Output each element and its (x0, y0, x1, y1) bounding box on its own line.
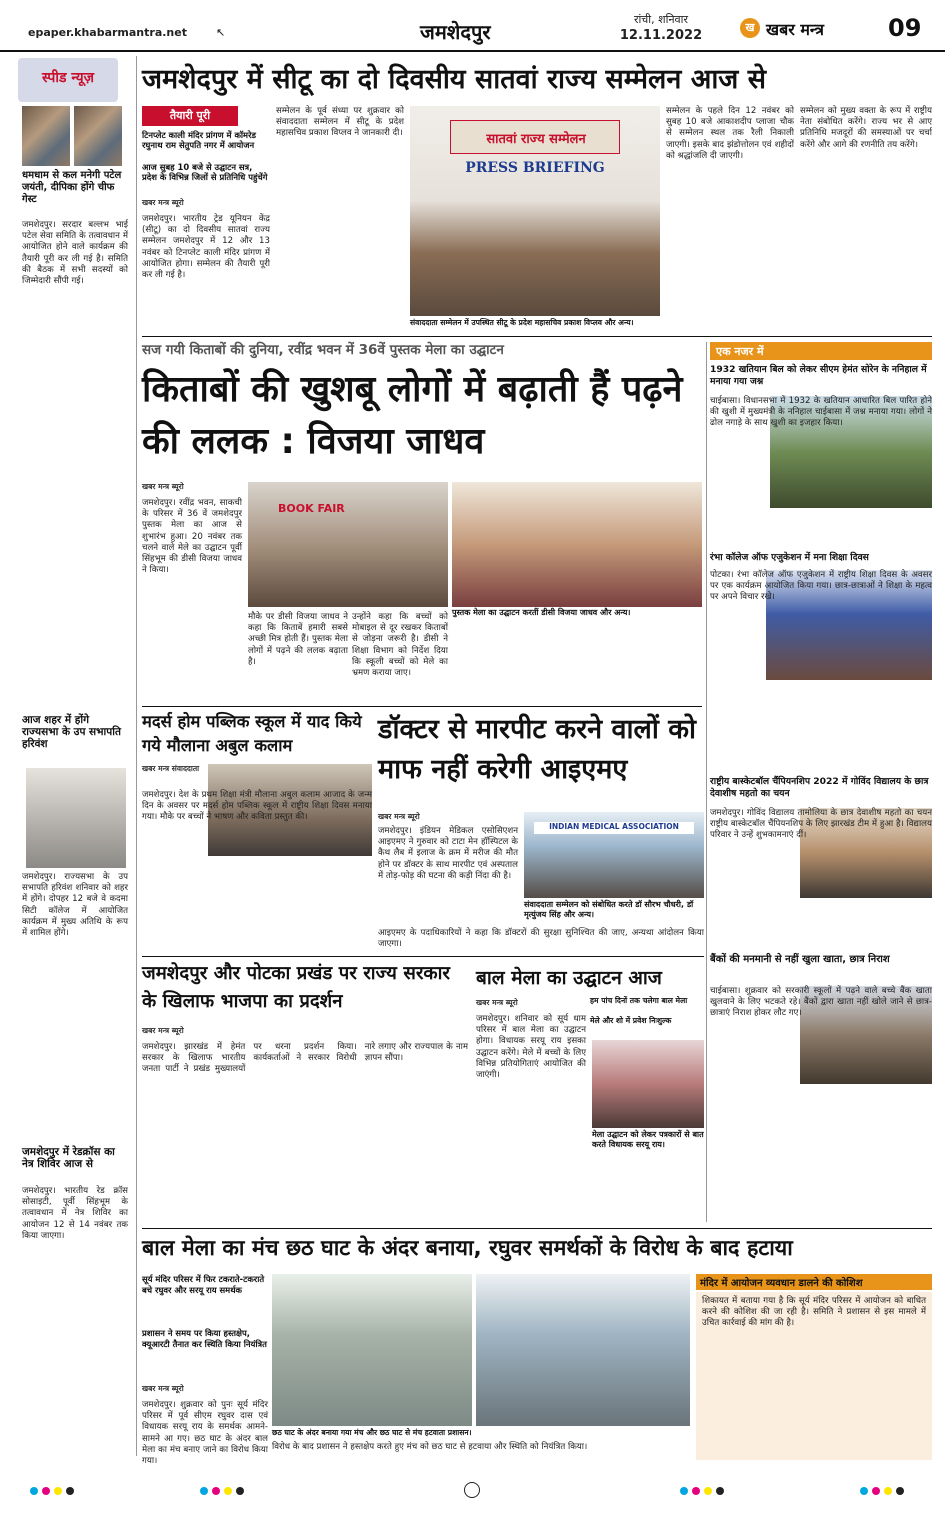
balmela-byline: खबर मन्त्र ब्यूरो (476, 998, 518, 1007)
chhath-body-2: विरोध के बाद प्रशासन ने हस्तक्षेप करते हुए मंच को छठ घाट से हटवाया और स्थिति को नियंत्रित किया। (272, 1442, 588, 1452)
lead-tag (142, 106, 238, 126)
sidebar-story2-body: जमशेदपुर। राज्यसभा के उप सभापति हरिवंश शनिवार को शहर में होंगे। दोपहर 12 बजे वे कदमा सिटी कॉलेज में आयोजित कार्यक्रम में मुख्य अतिथि के रूप में शामिल होंगे। (22, 872, 128, 939)
nazar-story1-title[interactable]: 1932 खतियान बिल को लेकर सीएम हेमंत सोरेन के ननिहाल में मनाया गया जश्न (710, 364, 927, 387)
reg-dot-6 (212, 1487, 220, 1495)
bookfair-body-2: मौके पर डीसी विजया जाधव ने कहा कि किताबें हमारी सबसे अच्छी मित्र होती हैं। पुस्तक मेला लोगों में पढ़ने की ललक बढ़ाता है। (248, 612, 348, 667)
chhath-photo-2 (476, 1274, 690, 1426)
sidebar-story2-title[interactable]: आज शहर में होंगे राज्यसभा के उप सभापति हरिवंश (22, 714, 121, 750)
doctor-bottom-rule (142, 956, 704, 957)
speed-news-logo (18, 58, 118, 102)
balmela-bullet-1: हम पांच दिनों तक चलेगा बाल मेला (590, 996, 688, 1005)
nazar-label-text: एक नजर में (716, 345, 764, 358)
reg-dot-16 (896, 1487, 904, 1495)
school-headline[interactable]: मदर्स होम पब्लिक स्कूल में याद किये गये मौलाना अबुल कलाम (142, 712, 362, 755)
brand-logo-icon: ख (740, 18, 760, 38)
chhath-body: जमशेदपुर। शुक्रवार को पुनः सूर्य मंदिर परिसर में पूर्व सीएम रघुवर दास एवं विधायक सरयू राय के समर्थक आमने-सामने आ गए। छठ घाट के अंदर बाल मेला का मंच बनाए जाने का विरोध किया गया। (142, 1400, 268, 1467)
bookfair-photo-2 (452, 482, 702, 607)
reg-dot-12 (716, 1487, 724, 1495)
balmela-photo-caption: मेला उद्घाटन को लेकर पत्रकारों से बात करते विधायक सरयू राय। (592, 1130, 704, 1149)
nazar-label (710, 342, 932, 360)
place-day: रांची, शनिवार (633, 13, 689, 26)
doctor-photo (524, 812, 704, 898)
lead-photo-banner (450, 120, 620, 154)
reg-dot-15 (884, 1487, 892, 1495)
sidebar-divider (136, 56, 137, 1456)
reg-dot-4 (66, 1487, 74, 1495)
sidebar-story1-body: जमशेदपुर। सरदार बल्लभ भाई पटेल सेवा समिति के तत्वावधान में आयोजित होने वाले कार्यक्रम की तैयारी पूरी कर ली गई है। समिति की बैठक में सभी सदस्यों को जिम्मेदारी सौंपी गई। (22, 220, 128, 287)
bookfair-body-3: उन्होंने कहा कि बच्चों को मोबाइल से दूर रखकर किताबों से जोड़ना जरूरी है। डीसी ने शिक्षा विभाग को निर्देश दिया कि स्कूली बच्चों को मेले का भ्रमण कराया जाए। (352, 612, 448, 679)
chhath-top-rule (142, 1228, 932, 1229)
reg-dot-2 (42, 1487, 50, 1495)
bookfair-byline: खबर मन्त्र ब्यूरो (142, 482, 184, 491)
bookfair-kicker: सज गयी किताबों की दुनिया, रवींद्र भवन में 36वें पुस्तक मेला का उद्घाटन (142, 342, 504, 358)
temple-headline[interactable]: मंदिर में आयोजन व्यवधान डालने की कोशिश (700, 1278, 863, 1289)
issue-date: 12.11.2022 (619, 28, 703, 43)
doctor-body-2: आइएमए के पदाधिकारियों ने कहा कि डॉक्टरों की सुरक्षा सुनिश्चित की जाए, अन्यथा आंदोलन किया जाएगा। (378, 928, 704, 950)
lead-tag-text: तैयारी पूरी (169, 109, 211, 122)
protest-body: जमशेदपुर। झारखंड में हेमंत सरकार के खिलाफ भारतीय जनता पार्टी ने प्रखंड मुख्यालयों पर धरना प्रदर्शन किया। कार्यकर्ताओं ने सरकार विरोधी नारे लगाए और राज्यपाल के नाम ज्ञापन सौंपा। (142, 1042, 468, 1075)
doctor-photo-caption: संवाददाता सम्मेलन को संबोधित करते डॉ सौरभ चौधरी, डॉ मृत्युंजय सिंह और अन्य। (524, 900, 694, 919)
nazar-story2-title[interactable]: रंभा कॉलेज ऑफ एजुकेशन में मना शिक्षा दिवस (710, 552, 869, 563)
bookfair-photo-1 (248, 482, 448, 607)
reg-dot-7 (224, 1487, 232, 1495)
bookfair-photo-caption: पुस्तक मेला का उद्घाटन करतीं डीसी विजया जाधव और अन्य। (452, 608, 631, 617)
balmela-headline[interactable]: बाल मेला का उद्घाटन आज (476, 967, 662, 989)
reg-dot-5 (200, 1487, 208, 1495)
reg-dot-9 (680, 1487, 688, 1495)
bookfair-photo-banner: BOOK FAIR (278, 502, 345, 515)
site-url[interactable]: epaper.khabarmantra.net (28, 26, 187, 39)
lead-photo-press-text: PRESS BRIEFING (465, 160, 605, 176)
chhath-bullet-2: प्रशासन ने समय पर किया हस्तक्षेप, क्यूआरटी तैनात कर स्थिति किया नियंत्रित (142, 1328, 267, 1349)
sidebar-story1-title[interactable]: धमधाम से कल मनेगी पटेल जयंती, दीपिका होंगे चीफ गेस्ट (22, 170, 122, 205)
balmela-bullet-2: मेले और शो में प्रवेश निःशुल्क (590, 1016, 672, 1025)
page-number: 09 (888, 14, 922, 42)
chhath-photo-1 (272, 1274, 472, 1426)
crosshair-icon (464, 1482, 480, 1498)
reg-dot-10 (692, 1487, 700, 1495)
lead-bullet-2: आज सुबह 10 बजे से उद्घाटन सत्र, प्रदेश के विभिन्न जिलों से प्रतिनिधि पहुंचेंगे (142, 162, 268, 182)
chhath-headline[interactable]: बाल मेला का मंच छठ घाट के अंदर बनाया, रघुवर समर्थकों के विरोध के बाद हटाया (142, 1236, 793, 1261)
reg-dot-14 (872, 1487, 880, 1495)
edition-name: जमशेदपुर (420, 20, 491, 44)
nazar-story3-title[interactable]: राष्ट्रीय बास्केटबॉल चैंपियनशिप 2022 में गोविंद विद्यालय के छात्र देवाशीष महतो का चयन (710, 776, 929, 799)
bookfair-headline[interactable]: किताबों की खुशबू लोगों में बढ़ाती हैं पढ़ने की ललक : विजया जाधव (142, 369, 683, 462)
reg-dot-11 (704, 1487, 712, 1495)
lead-photo-caption: संवाददाता सम्मेलन में उपस्थित सीटू के प्रदेश महासचिव प्रकाश विप्लव और अन्य। (410, 318, 634, 327)
sidebar-photo-2 (74, 106, 122, 166)
nazar-story2-body: पोटका। रंभा कॉलेज ऑफ एजुकेशन में राष्ट्रीय शिक्षा दिवस के अवसर पर एक कार्यक्रम आयोजित किया गया। छात्र-छात्राओं ने शिक्षा के महत्व पर अपने विचार रखे। (710, 570, 932, 603)
nazar-story4-title[interactable]: बैंकों की मनमानी से नहीं खुला खाता, छात्र निराश (710, 954, 890, 965)
doctor-headline[interactable]: डॉक्टर से मारपीट करने वालों को माफ नहीं करेगी आइएमए (378, 714, 696, 785)
sidebar (0, 54, 135, 1464)
bookfair-bottom-rule (142, 706, 702, 707)
chhath-photo-caption: छठ घाट के अंदर बनाया गया मंच और छठ घाट से मंच हटवाता प्रशासन। (272, 1428, 472, 1437)
doctor-photo-banner: INDIAN MEDICAL ASSOCIATION (534, 822, 694, 834)
lead-body-1: जमशेदपुर। भारतीय ट्रेड यूनियन केंद्र (सीटू) का दो दिवसीय सातवां राज्य सम्मेलन जमशेदपुर में 12 और 13 नवंबर को टिनप्लेट काली मंदिर प्रांगण में आयोजित होगा। सम्मेलन की तैयारी पूरी कर ली गई है। (142, 214, 270, 281)
right-column-divider (706, 342, 707, 1222)
footer-color-bar (0, 1476, 945, 1506)
protest-byline: खबर मन्त्र ब्यूरो (142, 1026, 184, 1035)
lead-bullet-1: टिनप्लेट काली मंदिर प्रांगण में कॉमरेड रघुनाथ राम सेतुपति नगर में आयोजन (142, 130, 256, 150)
lead-headline[interactable]: जमशेदपुर में सीटू का दो दिवसीय सातवां राज्य सम्मेलन आज से (142, 64, 766, 95)
masthead (0, 0, 945, 52)
doctor-body: जमशेदपुर। इंडियन मेडिकल एसोसिएशन आइएमए ने गुरुवार को टाटा मेन हॉस्पिटल के कैथ लैब में इलाज के क्रम में मरीज की मौत होने पर डॉक्टर के साथ मारपीट एवं अस्पताल में तोड़-फोड़ की घटना की कड़ी निंदा की है। (378, 826, 518, 881)
balmela-body: जमशेदपुर। शनिवार को सूर्य धाम परिसर में बाल मेला का उद्घाटन होगा। विधायक सरयू राय इसका उद्घाटन करेंगे। मेले में बच्चों के लिए विभिन्न प्रतियोगिताएं आयोजित की जाएंगी। (476, 1014, 586, 1081)
lead-body-3: सम्मेलन के पहले दिन 12 नवंबर को सुबह 10 बजे आकाशदीप प्लाजा चौक से सम्मेलन स्थल तक रैली निकाली जाएगी। इसके बाद झंडोत्तोलन एवं शहीदों को श्रद्धांजलि दी जाएगी। (666, 106, 794, 161)
sidebar-photo-1 (22, 106, 70, 166)
lead-byline: खबर मन्त्र ब्यूरो (142, 198, 184, 207)
sidebar-photo-harivansh (26, 768, 126, 868)
reg-dot-13 (860, 1487, 868, 1495)
school-byline: खबर मन्त्र संवाददाता (142, 764, 200, 773)
lead-body-4: सम्मेलन को मुख्य वक्ता के रूप में राष्ट्रीय नेता संबोधित करेंगे। राज्य भर से आए प्रतिनिधि मजदूरों की समस्याओं पर चर्चा करेंगे और आगे की रणनीति तय करेंगे। (800, 106, 932, 150)
temple-body: शिकायत में बताया गया है कि सूर्य मंदिर परिसर में आयोजन को बाधित करने की कोशिश की जा रही है। समिति ने प्रशासन से इस मामले में उचित कार्रवाई की मांग की है। (702, 1296, 926, 1329)
lead-body-2: सम्मेलन के पूर्व संध्या पर शुक्रवार को संवाददाता सम्मेलन में सीटू के प्रदेश महासचिव प्रकाश विप्लव ने जानकारी दी। (276, 106, 404, 139)
cursor-icon: ↖ (216, 26, 226, 39)
reg-dot-8 (236, 1487, 244, 1495)
lead-photo (410, 106, 660, 316)
balmela-photo (592, 1040, 704, 1128)
sidebar-story3-body: जमशेदपुर। भारतीय रेड क्रॉस सोसाइटी, पूर्वी सिंहभूम के तत्वावधान में नेत्र शिविर का आयोजन 12 से 14 नवंबर तक किया जाएगा। (22, 1186, 128, 1241)
nazar-story1-body: चाईबासा। विधानसभा में 1932 के खतियान आधारित बिल पारित होने की खुशी में मुख्यमंत्री के ननिहाल चाईबासा में जश्न मनाया गया। लोगों ने ढोल नगाड़े के साथ खुशी का इजहार किया। (710, 396, 932, 429)
reg-dot-3 (54, 1487, 62, 1495)
lead-photo-banner-text: सातवां राज्य सम्मेलन (486, 132, 586, 147)
sidebar-story3-title[interactable]: जमशेदपुर में रेडक्रॉस का नेत्र शिविर आज से (22, 1146, 115, 1170)
bookfair-body-1: जमशेदपुर। रवींद्र भवन, साकची के परिसर में 36 वें जमशेदपुर पुस्तक मेला का आज से शुभारंभ हुआ। 20 नवंबर तक चलने वाले मेले का उद्घाटन पूर्वी सिंहभूम की डीसी विजया जाधव ने किया। (142, 498, 242, 576)
nazar-story4-body: चाईबासा। शुक्रवार को सरकारी स्कूलों में पढ़ने वाले बच्चे बैंक खाता खुलवाने के लिए भटकते रहे। बैंकों द्वारा खाता नहीं खोले जाने से छात्र-छात्राएं निराश होकर लौट गए। (710, 986, 932, 1019)
temple-box (696, 1292, 932, 1460)
brand-name: खबर मन्त्र (766, 20, 824, 39)
doctor-byline: खबर मन्त्र ब्यूरो (378, 812, 420, 821)
speed-news-logo-text: स्पीड न्यूज़ (41, 70, 95, 86)
lead-bottom-rule (142, 336, 932, 337)
temple-header (696, 1274, 932, 1290)
reg-dot-1 (30, 1487, 38, 1495)
school-body: जमशेदपुर। देश के प्रथम शिक्षा मंत्री मौलाना अबुल कलाम आजाद के जन्म दिन के अवसर पर मदर्स होम पब्लिक स्कूल में राष्ट्रीय शिक्षा दिवस मनाया गया। मौके पर बच्चों ने भाषण और कविता प्रस्तुत की। (142, 790, 372, 823)
chhath-bullet-1: सूर्य मंदिर परिसर में फिर टकराते-टकराते बचे रघुवर और सरयू राय समर्थक (142, 1274, 265, 1295)
nazar-story3-body: जमशेदपुर। गोविंद विद्यालय तामोलिया के छात्र देवाशीष महतो का चयन राष्ट्रीय बास्केटबॉल चैंपियनशिप के लिए झारखंड टीम में हुआ है। विद्यालय परिवार ने उन्हें शुभकामनाएं दीं। (710, 808, 932, 841)
chhath-byline: खबर मन्त्र ब्यूरो (142, 1384, 184, 1393)
protest-headline[interactable]: जमशेदपुर और पोटका प्रखंड पर राज्य सरकार के खिलाफ भाजपा का प्रदर्शन (142, 963, 450, 1012)
masthead-rule (0, 50, 945, 52)
